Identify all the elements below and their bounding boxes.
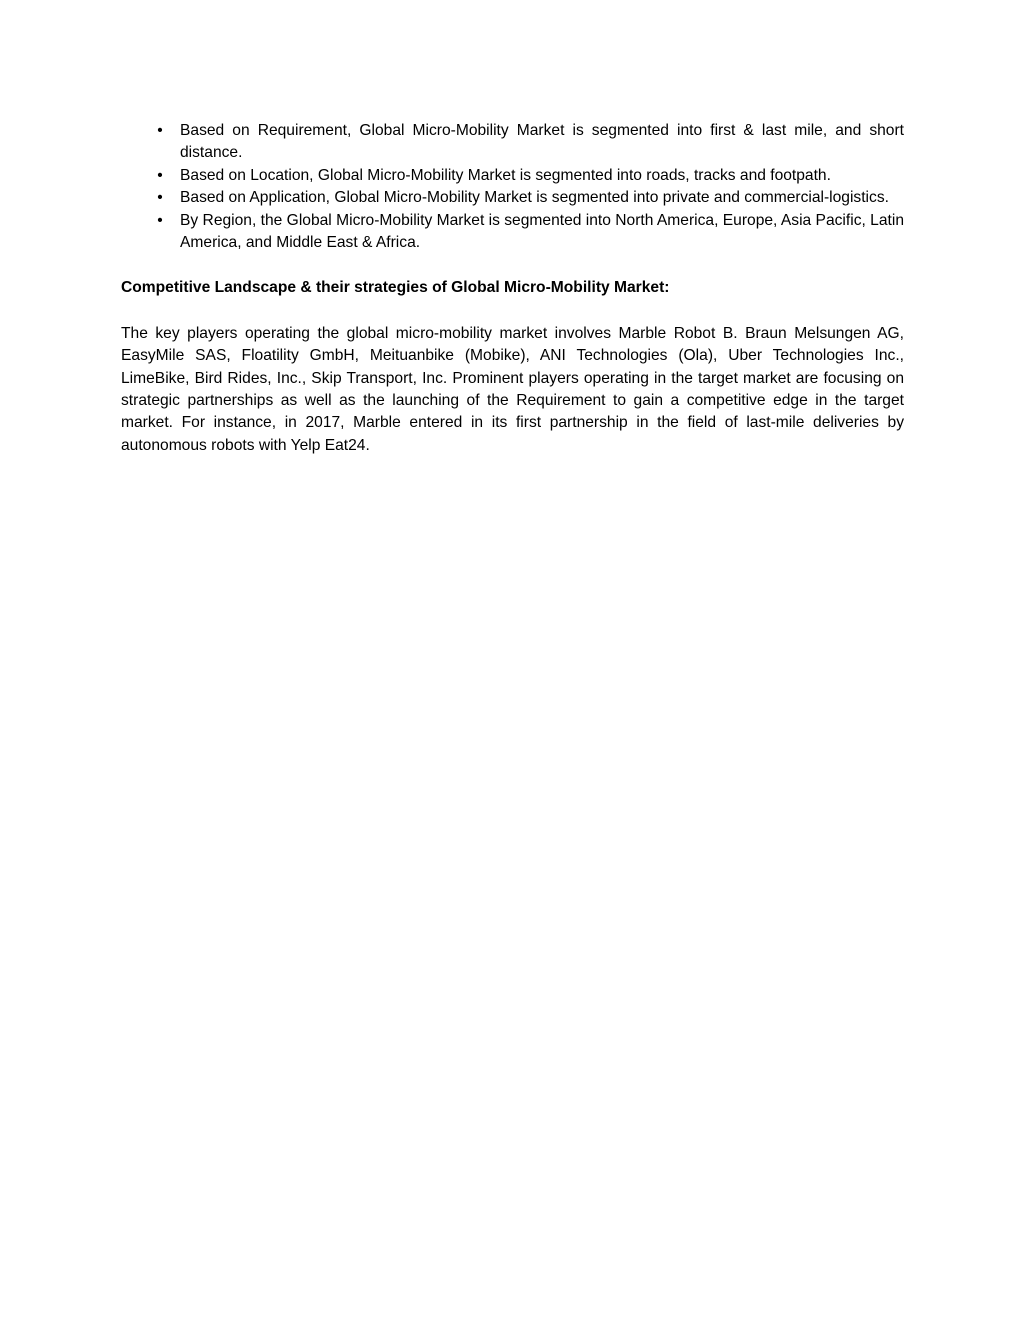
- bullet-icon: •: [157, 122, 163, 139]
- bullet-text: Based on Application, Global Micro-Mobility Market is segmented into private and commercial-logistics.: [180, 189, 889, 207]
- bullet-text: Based on Requirement, Global Micro-Mobility Market is segmented into first & last mile, and short distance.: [180, 122, 904, 162]
- bullet-text: Based on Location, Global Micro-Mobility Market is segmented into roads, tracks and footpath.: [180, 166, 831, 184]
- bullet-icon: •: [157, 166, 163, 184]
- document-page: [121, 120, 904, 457]
- bullet-item-region: [121, 210, 904, 255]
- bullet-icon: •: [157, 189, 163, 207]
- bullet-item-application: [121, 187, 904, 209]
- bullet-icon: •: [157, 211, 163, 229]
- bullet-item-requirement: [121, 120, 904, 165]
- bullet-item-location: [121, 165, 904, 187]
- bullet-text: By Region, the Global Micro-Mobility Market is segmented into North America, Europe, Asia Pacific, Latin America, and Middle East & Africa.: [180, 211, 904, 252]
- body-paragraph: The key players operating the global micro-mobility market involves Marble Robot B. Braun Melsungen AG, EasyMile SAS, Floatility GmbH, Meituanbike (Mobike), ANI Technologies (Ola), Uber Technologies Inc., LimeBike, Bird Rides, Inc., Skip Transport, Inc. Prominent players operating in the target market are focusing on strategic partnerships as well as the launching of the Requirement to gain a competitive edge in the target market. For instance, in 2017, Marble entered in its first partnership in the field of last-mile deliveries by autonomous robots with Yelp Eat24.: [121, 324, 904, 454]
- section-heading: Competitive Landscape & their strategies of Global Micro-Mobility Market:: [121, 279, 670, 297]
- segmentation-bullet-list: [121, 120, 904, 254]
